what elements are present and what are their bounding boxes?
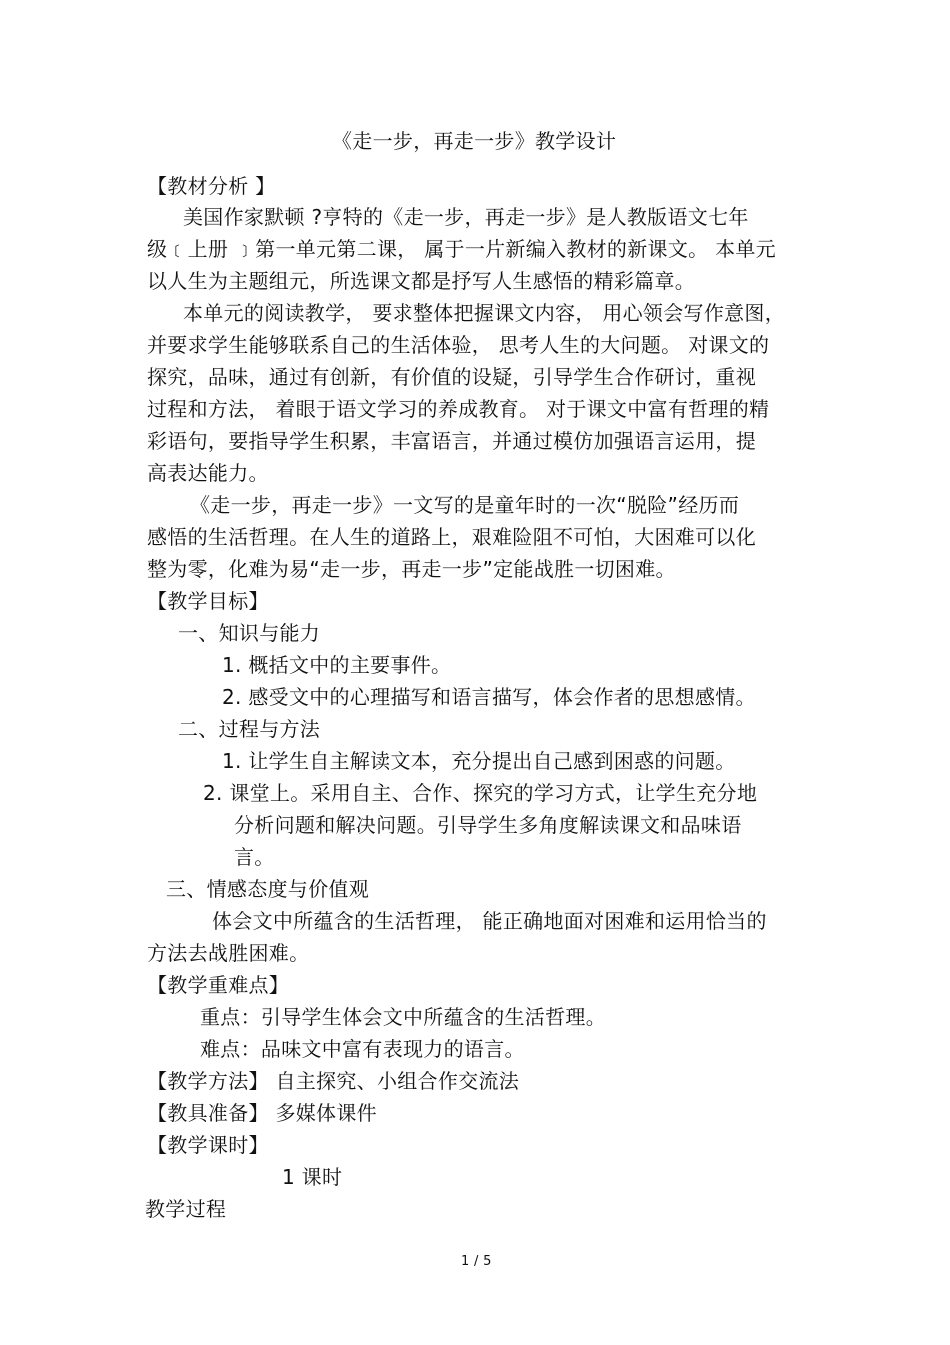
paragraph-line: 并要求学生能够联系自己的生活体验， 思考人生的大问题。 对课文的 (147, 333, 770, 357)
section-heading-teaching-process: 教学过程 (145, 1197, 227, 1221)
paragraph-line: 本单元的阅读教学， 要求整体把握课文内容， 用心领会写作意图， (183, 301, 786, 325)
paragraph-line: 重点：引导学生体会文中所蕴含的生活哲理。 (200, 1005, 606, 1029)
subsection-heading: 一、知识与能力 (178, 621, 321, 645)
paragraph-line: 感悟的生活哲理。在人生的道路上，艰难险阻不可怕，大困难可以化 (147, 525, 756, 549)
paragraph-line: 难点：品味文中富有表现力的语言。 (200, 1037, 525, 1061)
paragraph-line: 彩语句，要指导学生积累，丰富语言，并通过模仿加强语言运用，提 (147, 429, 756, 453)
list-item: 2. 课堂上。采用自主、合作、探究的学习方式，让学生充分地 (203, 781, 758, 805)
section-heading-class-hours: 【教学课时】 (147, 1133, 269, 1157)
paragraph-line: 以人生为主题组元，所选课文都是抒写人生感悟的精彩篇章。 (147, 269, 696, 293)
list-item-continuation: 分析问题和解决问题。引导学生多角度解读课文和品味语 (234, 813, 742, 837)
paragraph-line: 过程和方法， 着眼于语文学习的养成教育。 对于课文中富有哲理的精 (147, 397, 770, 421)
section-heading-teaching-goals: 【教学目标】 (147, 589, 269, 613)
paragraph-line: 方法去战胜困难。 (147, 941, 310, 965)
paragraph-line: 高表达能力。 (147, 461, 269, 485)
document-title: 《走一步，再走一步》教学设计 (332, 129, 617, 153)
list-item-continuation: 言。 (234, 845, 275, 869)
page-number: 1 / 5 (461, 1254, 492, 1269)
subsection-heading: 三、情感态度与价值观 (166, 877, 369, 901)
paragraph-line: 探究，品味，通过有创新，有价值的设疑，引导学生合作研讨，重视 (147, 365, 756, 389)
section-heading-teaching-method: 【教学方法】 自主探究、小组合作交流法 (147, 1069, 520, 1093)
section-heading-key-points: 【教学重难点】 (147, 973, 290, 997)
paragraph-line: 级﹝上册 ﹞第一单元第二课， 属于一片新编入教材的新课文。 本单元 (147, 237, 776, 261)
list-item: 1. 让学生自主解读文本，充分提出自己感到困惑的问题。 (222, 749, 736, 773)
class-hours-value: 1 课时 (282, 1165, 343, 1189)
list-item: 2. 感受文中的心理描写和语言描写，体会作者的思想感情。 (222, 685, 756, 709)
paragraph-line: 整为零，化难为易“走一步，再走一步”定能战胜一切困难。 (147, 557, 676, 581)
section-heading-teaching-aids: 【教具准备】 多媒体课件 (147, 1101, 377, 1125)
list-item: 1. 概括文中的主要事件。 (222, 653, 452, 677)
paragraph-line: 体会文中所蕴含的生活哲理， 能正确地面对困难和运用恰当的 (212, 909, 767, 933)
section-heading-material-analysis: 【教材分析 】 (147, 174, 276, 198)
paragraph-line: 《走一步，再走一步》一文写的是童年时的一次“脱险”经历而 (190, 493, 740, 517)
subsection-heading: 二、过程与方法 (178, 717, 321, 741)
paragraph-line: 美国作家默顿 ?亨特的《走一步，再走一步》是人教版语文七年 (183, 205, 749, 229)
